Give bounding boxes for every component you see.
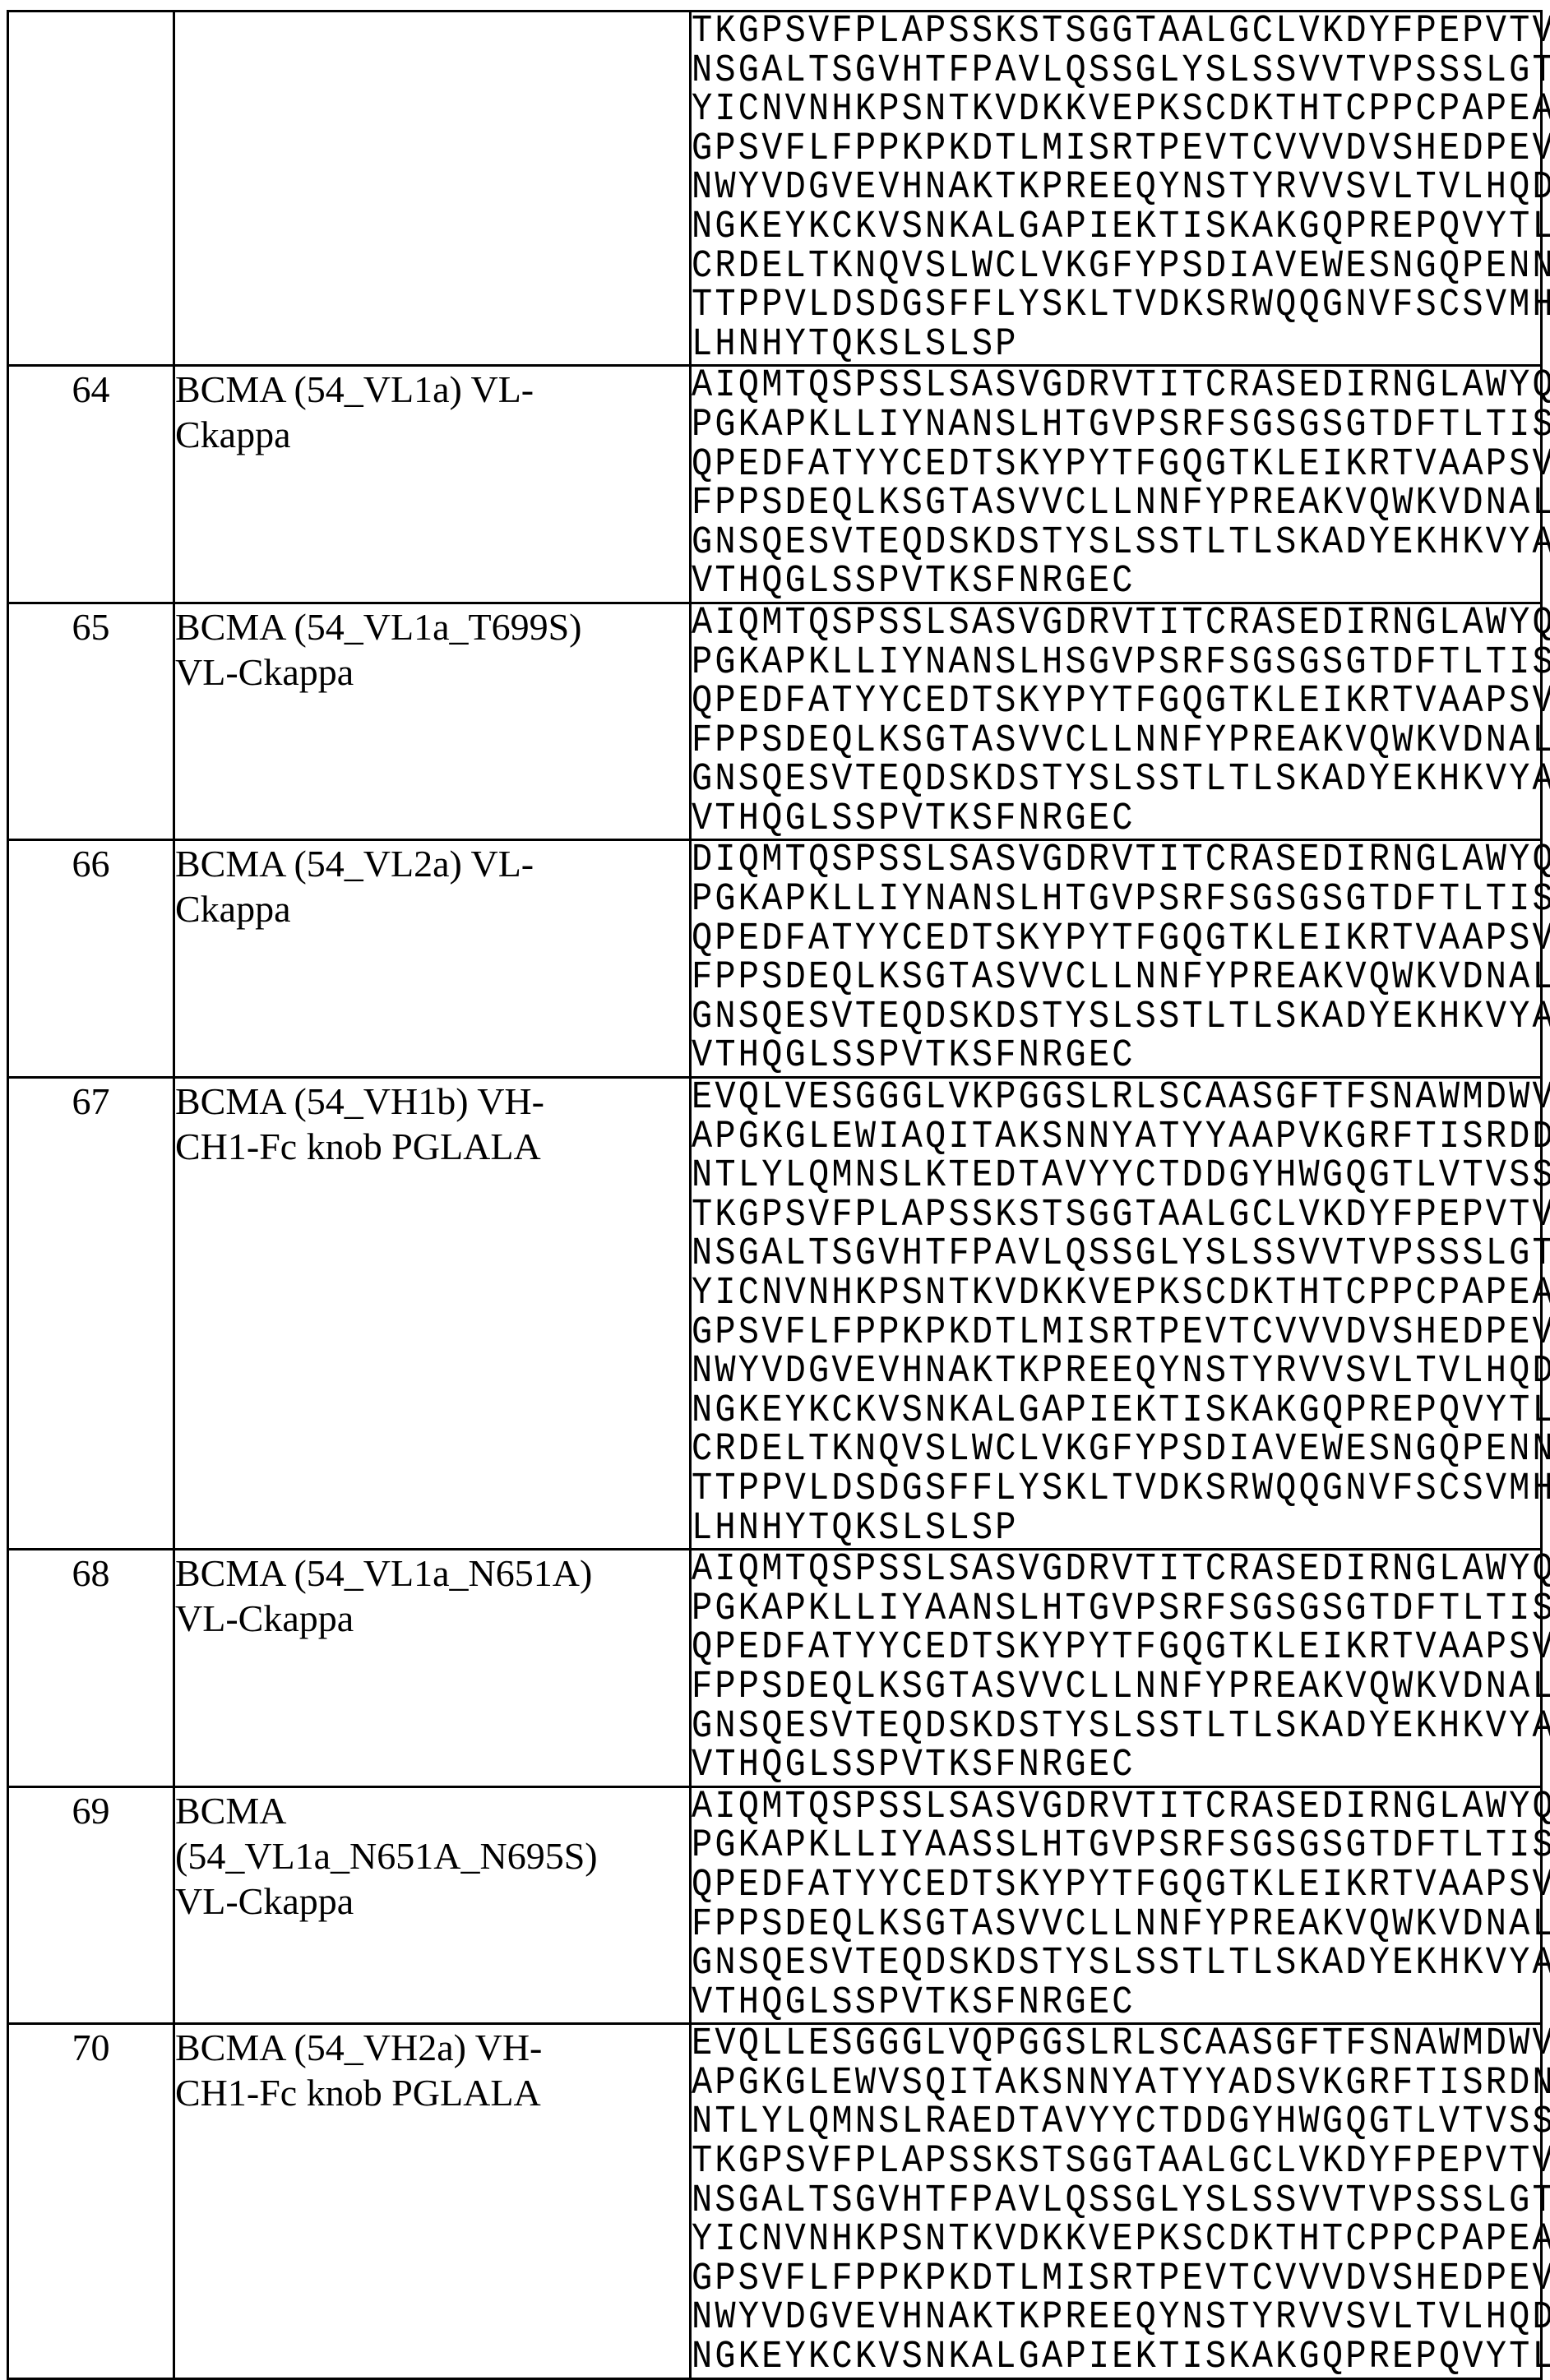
description-line: CH1-Fc knob PGLALA — [175, 1124, 689, 1169]
sequence-line: TTPPVLDSDGSFFLYSKLTVDKSRWQQGNVFSCSVMHEA — [692, 1467, 1540, 1511]
sequence-cell — [691, 603, 1542, 840]
sequence-line: YICNVNHKPSNTKVDKKVEPKSCDKTHTCPPCPAPEAAG — [692, 2218, 1540, 2262]
seq-id-cell: 64 — [8, 366, 174, 603]
sequence-cell — [691, 366, 1542, 603]
sequence-line: PGKAPKLLIYNANSLHSGVPSRFSGSGSGTDFTLTISSL — [692, 641, 1540, 685]
sequence-line: FPPSDEQLKSGTASVVCLLNNFYPREAKVQWKVDNALQS — [692, 956, 1540, 1000]
sequence-cell — [691, 2024, 1542, 2378]
sequence-line: GNSQESVTEQDSKDSTYSLSSTLTLSKADYEKHKVYACE — [692, 1705, 1540, 1749]
description-line: Ckappa — [175, 886, 689, 931]
sequence-cell — [691, 1786, 1542, 2024]
sequence-line: GNSQESVTEQDSKDSTYSLSSTLTLSKADYEKHKVYACE — [692, 758, 1540, 802]
sequence-line: VTHQGLSSPVTKSFNRGEC — [692, 560, 1540, 603]
description-cell — [174, 2024, 691, 2378]
seq-id-cell: 67 — [8, 1078, 174, 1550]
seq-id-cell: 66 — [8, 840, 174, 1078]
sequence-line: NWYVDGVEVHNAKTKPREEQYNSTYRVVSVLTVLHQDWL — [692, 167, 1540, 210]
table-row — [8, 366, 1542, 603]
sequence-line: AIQMTQSPSSLSASVGDRVTITCRASEDIRNGLAWYQQK — [692, 1786, 1540, 1829]
sequence-line: APGKGLEWVSQITAKSNNYATYYADSVKGRFTISRDNSK — [692, 2062, 1540, 2105]
sequence-line: CRDELTKNQVSLWCLVKGFYPSDIAVEWESNGQPENNYK — [692, 245, 1540, 289]
sequence-line: FPPSDEQLKSGTASVVCLLNNFYPREAKVQWKVDNALQS — [692, 482, 1540, 525]
sequence-table-body — [8, 12, 1542, 2379]
sequence-line: VTHQGLSSPVTKSFNRGEC — [692, 1981, 1540, 2025]
sequence-line: QPEDFATYYCEDTSKYPYTFGQGTKLEIKRTVAAPSVFI — [692, 917, 1540, 961]
description-line: Ckappa — [175, 412, 689, 457]
description-line: (54_VL1a_N651A_N695S) — [175, 1833, 689, 1879]
description-cell — [174, 1078, 691, 1550]
description-cell — [174, 12, 691, 366]
sequence-line: NGKEYKCKVSNKALGAPIEKTISKAKGQPREPQVYTLPP — [692, 1389, 1540, 1433]
description-line: BCMA (54_VH1b) VH- — [175, 1079, 689, 1124]
sequence-cell — [691, 840, 1542, 1078]
sequence-line: GNSQESVTEQDSKDSTYSLSSTLTLSKADYEKHKVYACE — [692, 521, 1540, 565]
sequence-line: LHNHYTQKSLSLSP — [692, 1507, 1540, 1550]
sequence-line: NGKEYKCKVSNKALGAPIEKTISKAKGQPREPQVYTLPP — [692, 206, 1540, 249]
table-row — [8, 1786, 1542, 2024]
sequence-line: NTLYLQMNSLRAEDTAVYYCTDDGYHWGQGTLVTVSSAS — [692, 2101, 1540, 2145]
sequence-line: AIQMTQSPSSLSASVGDRVTITCRASEDIRNGLAWYQQK — [692, 1548, 1540, 1592]
sequence-line: VTHQGLSSPVTKSFNRGEC — [692, 797, 1540, 841]
sequence-line: QPEDFATYYCEDTSKYPYTFGQGTKLEIKRTVAAPSVFI — [692, 680, 1540, 723]
sequence-line: NGKEYKCKVSNKALGAPIEKTISKAKGQPREPQVYTLPP — [692, 2336, 1540, 2379]
sequence-line: NSGALTSGVHTFPAVLQSSGLYSLSSVVTVPSSSLGTQT — [692, 49, 1540, 93]
sequence-line: QPEDFATYYCEDTSKYPYTFGQGTKLEIKRTVAAPSVFI — [692, 1626, 1540, 1670]
description-line: BCMA (54_VL1a) VL- — [175, 367, 689, 412]
sequence-line: PGKAPKLLIYNANSLHTGVPSRFSGSGSGTDFTLTISSL — [692, 404, 1540, 447]
sequence-line: GPSVFLFPPKPKDTLMISRTPEVTCVVVDVSHEDPEVKF — [692, 1311, 1540, 1355]
description-line: BCMA (54_VH2a) VH- — [175, 2025, 689, 2070]
sequence-line: YICNVNHKPSNTKVDKKVEPKSCDKTHTCPPCPAPEAAG — [692, 88, 1540, 132]
table-row — [8, 1550, 1542, 1787]
sequence-line: QPEDFATYYCEDTSKYPYTFGQGTKLEIKRTVAAPSVFI — [692, 443, 1540, 487]
sequence-line: AIQMTQSPSSLSASVGDRVTITCRASEDIRNGLAWYQQK — [692, 602, 1540, 645]
sequence-cell — [691, 1550, 1542, 1787]
seq-id-cell: 70 — [8, 2024, 174, 2378]
sequence-line: GPSVFLFPPKPKDTLMISRTPEVTCVVVDVSHEDPEVKF — [692, 2258, 1540, 2301]
description-line: BCMA (54_VL1a_T699S) — [175, 604, 689, 649]
sequence-line: YICNVNHKPSNTKVDKKVEPKSCDKTHTCPPCPAPEAAG — [692, 1272, 1540, 1315]
sequence-line: NTLYLQMNSLKTEDTAVYYCTDDGYHWGQGTLVTVSSAS — [692, 1154, 1540, 1198]
sequence-line: VTHQGLSSPVTKSFNRGEC — [692, 1035, 1540, 1079]
sequence-line: NWYVDGVEVHNAKTKPREEQYNSTYRVVSVLTVLHQDWL — [692, 1350, 1540, 1393]
sequence-line: PGKAPKLLIYAANSLHTGVPSRFSGSGSGTDFTLTISSL — [692, 1587, 1540, 1631]
table-row — [8, 1078, 1542, 1550]
sequence-line: AIQMTQSPSSLSASVGDRVTITCRASEDIRNGLAWYQQK — [692, 364, 1540, 408]
table-row — [8, 12, 1542, 366]
description-line: BCMA (54_VL1a_N651A) — [175, 1550, 689, 1596]
table-row — [8, 603, 1542, 840]
table-row — [8, 840, 1542, 1078]
sequence-line: FPPSDEQLKSGTASVVCLLNNFYPREAKVQWKVDNALQS — [692, 719, 1540, 763]
description-cell — [174, 840, 691, 1078]
sequence-line: CRDELTKNQVSLWCLVKGFYPSDIAVEWESNGQPENNYK — [692, 1429, 1540, 1472]
sequence-line: TTPPVLDSDGSFFLYSKLTVDKSRWQQGNVFSCSVMHEA — [692, 284, 1540, 327]
description-line: VL-Ckappa — [175, 1596, 689, 1641]
sequence-line: NSGALTSGVHTFPAVLQSSGLYSLSSVVTVPSSSLGTQT — [692, 2179, 1540, 2223]
seq-id-cell: 68 — [8, 1550, 174, 1787]
sequence-line: EVQLVESGGGLVKPGGSLRLSCAASGFTFSNAWMDWVRQ — [692, 1076, 1540, 1120]
sequence-cell — [691, 12, 1542, 366]
sequence-line: PGKAPKLLIYNANSLHTGVPSRFSGSGSGTDFTLTISSL — [692, 878, 1540, 922]
sequence-line: LHNHYTQKSLSLSP — [692, 323, 1540, 367]
sequence-line: FPPSDEQLKSGTASVVCLLNNFYPREAKVQWKVDNALQS — [692, 1903, 1540, 1947]
sequence-line: GNSQESVTEQDSKDSTYSLSSTLTLSKADYEKHKVYACE — [692, 1942, 1540, 1985]
sequence-line: EVQLLESGGGLVQPGGSLRLSCAASGFTFSNAWMDWVRQ — [692, 2022, 1540, 2066]
seq-id-cell: 65 — [8, 603, 174, 840]
seq-id-cell — [8, 12, 174, 366]
sequence-table — [7, 10, 1543, 2380]
sequence-line: FPPSDEQLKSGTASVVCLLNNFYPREAKVQWKVDNALQS — [692, 1666, 1540, 1709]
table-row — [8, 2024, 1542, 2378]
description-cell — [174, 603, 691, 840]
description-line: VL-Ckappa — [175, 649, 689, 695]
sequence-line: TKGPSVFPLAPSSKSTSGGTAALGCLVKDYFPEPVTVSW — [692, 10, 1540, 53]
description-line: BCMA — [175, 1788, 689, 1833]
sequence-line: NWYVDGVEVHNAKTKPREEQYNSTYRVVSVLTVLHQDWL — [692, 2297, 1540, 2341]
sequence-line: VTHQGLSSPVTKSFNRGEC — [692, 1744, 1540, 1787]
sequence-cell — [691, 1078, 1542, 1550]
sequence-line: TKGPSVFPLAPSSKSTSGGTAALGCLVKDYFPEPVTVSW — [692, 1194, 1540, 1237]
description-line: BCMA (54_VL2a) VL- — [175, 841, 689, 886]
description-cell — [174, 1786, 691, 2024]
description-cell — [174, 1550, 691, 1787]
description-line: VL-Ckappa — [175, 1879, 689, 1924]
seq-id-cell: 69 — [8, 1786, 174, 2024]
sequence-line: PGKAPKLLIYAASSLHTGVPSRFSGSGSGTDFTLTISSL — [692, 1824, 1540, 1868]
sequence-line: DIQMTQSPSSLSASVGDRVTITCRASEDIRNGLAWYQQK — [692, 839, 1540, 883]
description-line: CH1-Fc knob PGLALA — [175, 2070, 689, 2115]
sequence-line: TKGPSVFPLAPSSKSTSGGTAALGCLVKDYFPEPVTVSW — [692, 2140, 1540, 2184]
sequence-line: APGKGLEWIAQITAKSNNYATYYAAPVKGRFTISRDDSK — [692, 1116, 1540, 1159]
sequence-line: GNSQESVTEQDSKDSTYSLSSTLTLSKADYEKHKVYACE — [692, 996, 1540, 1039]
description-cell — [174, 366, 691, 603]
sequence-line: GPSVFLFPPKPKDTLMISRTPEVTCVVVDVSHEDPEVKF — [692, 127, 1540, 171]
sequence-line: NSGALTSGVHTFPAVLQSSGLYSLSSVVTVPSSSLGTQT — [692, 1233, 1540, 1277]
sequence-line: QPEDFATYYCEDTSKYPYTFGQGTKLEIKRTVAAPSVFI — [692, 1864, 1540, 1907]
